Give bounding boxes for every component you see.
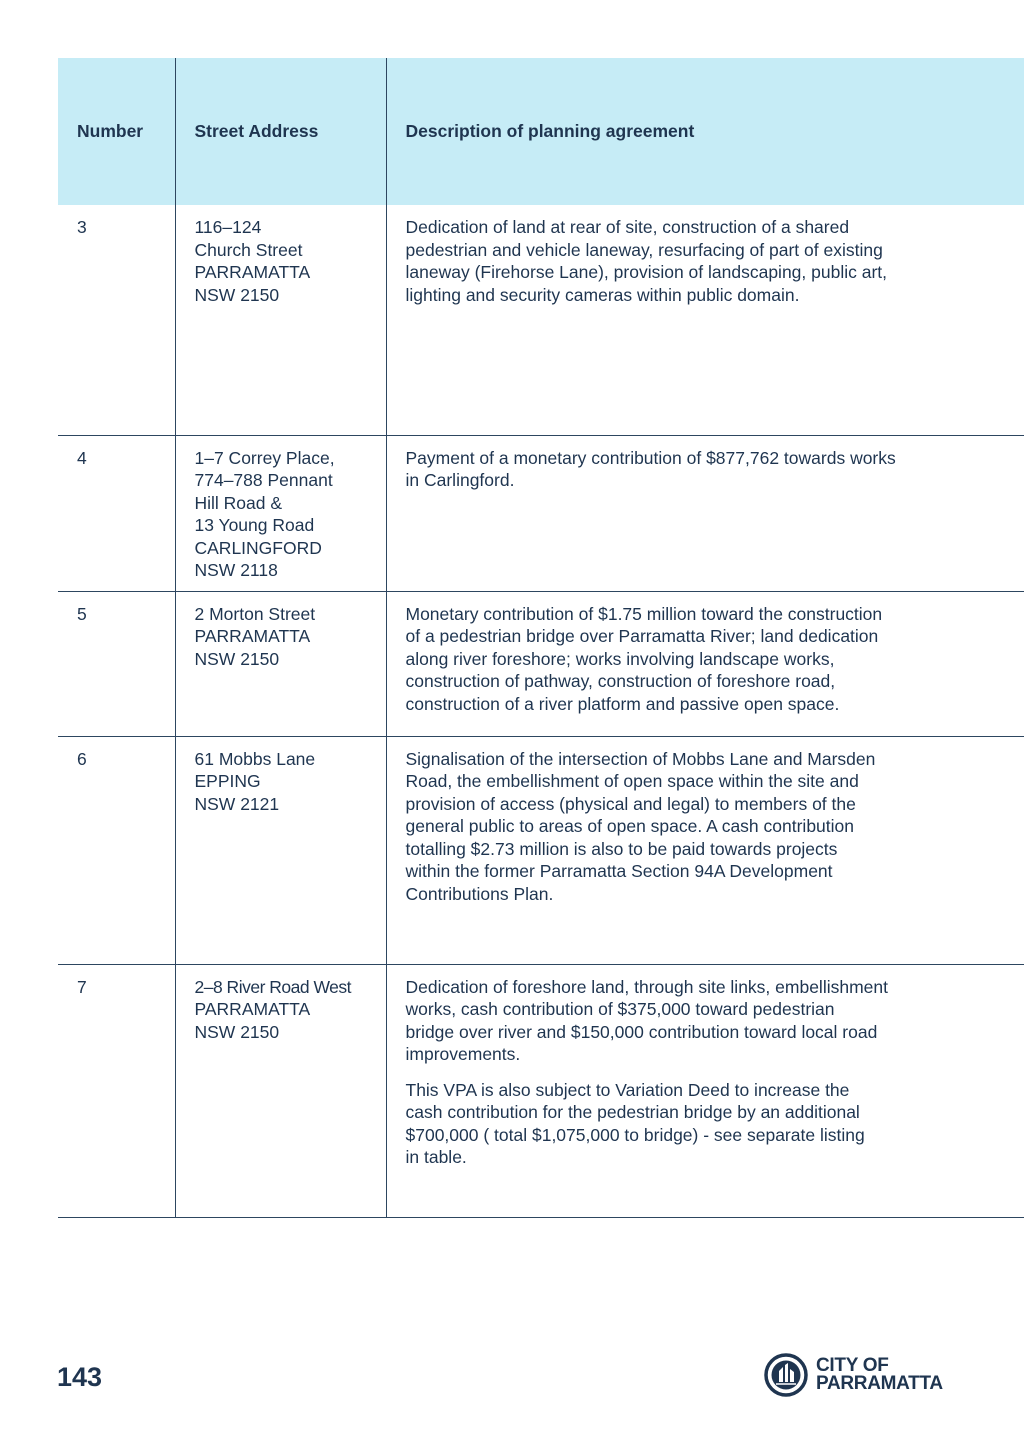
row-number: 3 — [58, 205, 175, 435]
description-line: improvements. — [405, 1044, 521, 1064]
row-number: 5 — [58, 591, 175, 736]
logo-line: CITY OF — [816, 1355, 889, 1376]
description-line: of a pedestrian bridge over Parramatta River; land dedication — [405, 626, 879, 646]
page-number: 143 — [57, 1362, 103, 1392]
table-header-row — [58, 58, 1024, 205]
row-description — [386, 964, 1024, 1217]
row-number: 4 — [58, 435, 175, 591]
address-line: CARLINGFORD — [194, 537, 322, 558]
description-line: Road, the embellishment of open space within the site and — [405, 771, 859, 791]
description-paragraph — [406, 216, 1011, 306]
table-row — [58, 435, 1024, 591]
description-line: Dedication of land at rear of site, construction of a shared — [405, 217, 850, 237]
description-paragraph — [406, 447, 1011, 492]
row-number: 7 — [58, 964, 175, 1217]
description-line: $700,000 ( total $1,075,000 to bridge) - see separate listing — [405, 1124, 865, 1145]
address-line: 116–124 — [194, 217, 262, 237]
header-description: Description of planning agreement — [386, 58, 1024, 205]
row-number: 6 — [58, 736, 175, 964]
header-number: Number — [58, 58, 175, 205]
description-line: pedestrian and vehicle laneway, resurfacing of part of existing — [405, 239, 883, 260]
description-line: Dedication of foreshore land, through site links, embellishment — [405, 976, 888, 997]
address-line: NSW 2118 — [194, 560, 278, 580]
row-address — [175, 591, 386, 736]
city-of-parramatta-crest-icon — [764, 1353, 808, 1397]
description-paragraph — [406, 603, 1011, 716]
description-line: This VPA is also subject to Variation Deed to increase the — [405, 1079, 850, 1100]
address-line: Hill Road & — [194, 492, 283, 513]
address-line: 1–7 Correy Place, — [194, 447, 335, 468]
address-line: PARRAMATTA — [194, 999, 311, 1019]
description-line: cash contribution for the pedestrian bridge by an additional — [405, 1102, 860, 1122]
description-line: laneway (Firehorse Lane), provision of landscaping, public art, — [405, 262, 888, 282]
description-line: in table. — [405, 1147, 467, 1167]
address-line: 61 Mobbs Lane — [194, 748, 316, 769]
address-line: 774–788 Pennant — [194, 470, 333, 490]
row-description — [386, 736, 1024, 964]
address-line: EPPING — [194, 771, 261, 791]
description-paragraph — [406, 748, 1011, 906]
address-line: 2–8 River Road West — [194, 976, 352, 997]
address-line: NSW 2150 — [194, 1021, 280, 1042]
description-line: along river foreshore; works involving landscape works, — [405, 648, 835, 669]
description-line: totalling $2.73 million is also to be paid towards projects — [405, 838, 838, 859]
row-address — [175, 736, 386, 964]
planning-agreements-table — [58, 58, 1024, 1218]
header-street-address: Street Address — [175, 58, 386, 205]
description-line: construction of pathway, construction of foreshore road, — [405, 671, 836, 691]
description-line: construction of a river platform and passive open space. — [405, 693, 840, 714]
address-line: PARRAMATTA — [194, 262, 311, 282]
address-line: 2 Morton Street — [194, 603, 316, 624]
description-line: within the former Parramatta Section 94A Development — [405, 861, 833, 881]
description-paragraph — [406, 976, 1011, 1066]
description-line: bridge over river and $150,000 contribution toward local road — [405, 1021, 878, 1042]
row-description — [386, 205, 1024, 435]
description-line: general public to areas of open space. A cash contribution — [405, 816, 854, 836]
description-line: Payment of a monetary contribution of $877,762 towards works — [405, 447, 896, 468]
city-of-parramatta-logo — [764, 1352, 943, 1398]
description-line: in Carlingford. — [405, 470, 515, 490]
logo-wordmark — [816, 1357, 943, 1393]
table-row — [58, 964, 1024, 1217]
row-address — [175, 205, 386, 435]
table-row — [58, 205, 1024, 435]
description-line: works, cash contribution of $375,000 toward pedestrian — [405, 999, 835, 1019]
address-line: PARRAMATTA — [194, 626, 311, 646]
address-line: NSW 2150 — [194, 284, 280, 305]
address-line: NSW 2150 — [194, 648, 280, 669]
address-line: Church Street — [194, 239, 303, 260]
logo-line: PARRAMATTA — [816, 1373, 943, 1394]
description-line: Monetary contribution of $1.75 million toward the construction — [405, 603, 883, 624]
description-line: lighting and security cameras within public domain. — [405, 284, 800, 305]
row-description — [386, 591, 1024, 736]
row-address — [175, 964, 386, 1217]
table-row — [58, 736, 1024, 964]
row-address — [175, 435, 386, 591]
description-line: Signalisation of the intersection of Mobbs Lane and Marsden — [405, 748, 876, 769]
address-line: 13 Young Road — [194, 515, 315, 535]
row-description — [386, 435, 1024, 591]
description-line: Contributions Plan. — [405, 883, 554, 904]
description-line: provision of access (physical and legal) to members of the — [405, 793, 856, 814]
address-line: NSW 2121 — [194, 793, 280, 814]
description-paragraph — [406, 1079, 1011, 1169]
table-row — [58, 591, 1024, 736]
